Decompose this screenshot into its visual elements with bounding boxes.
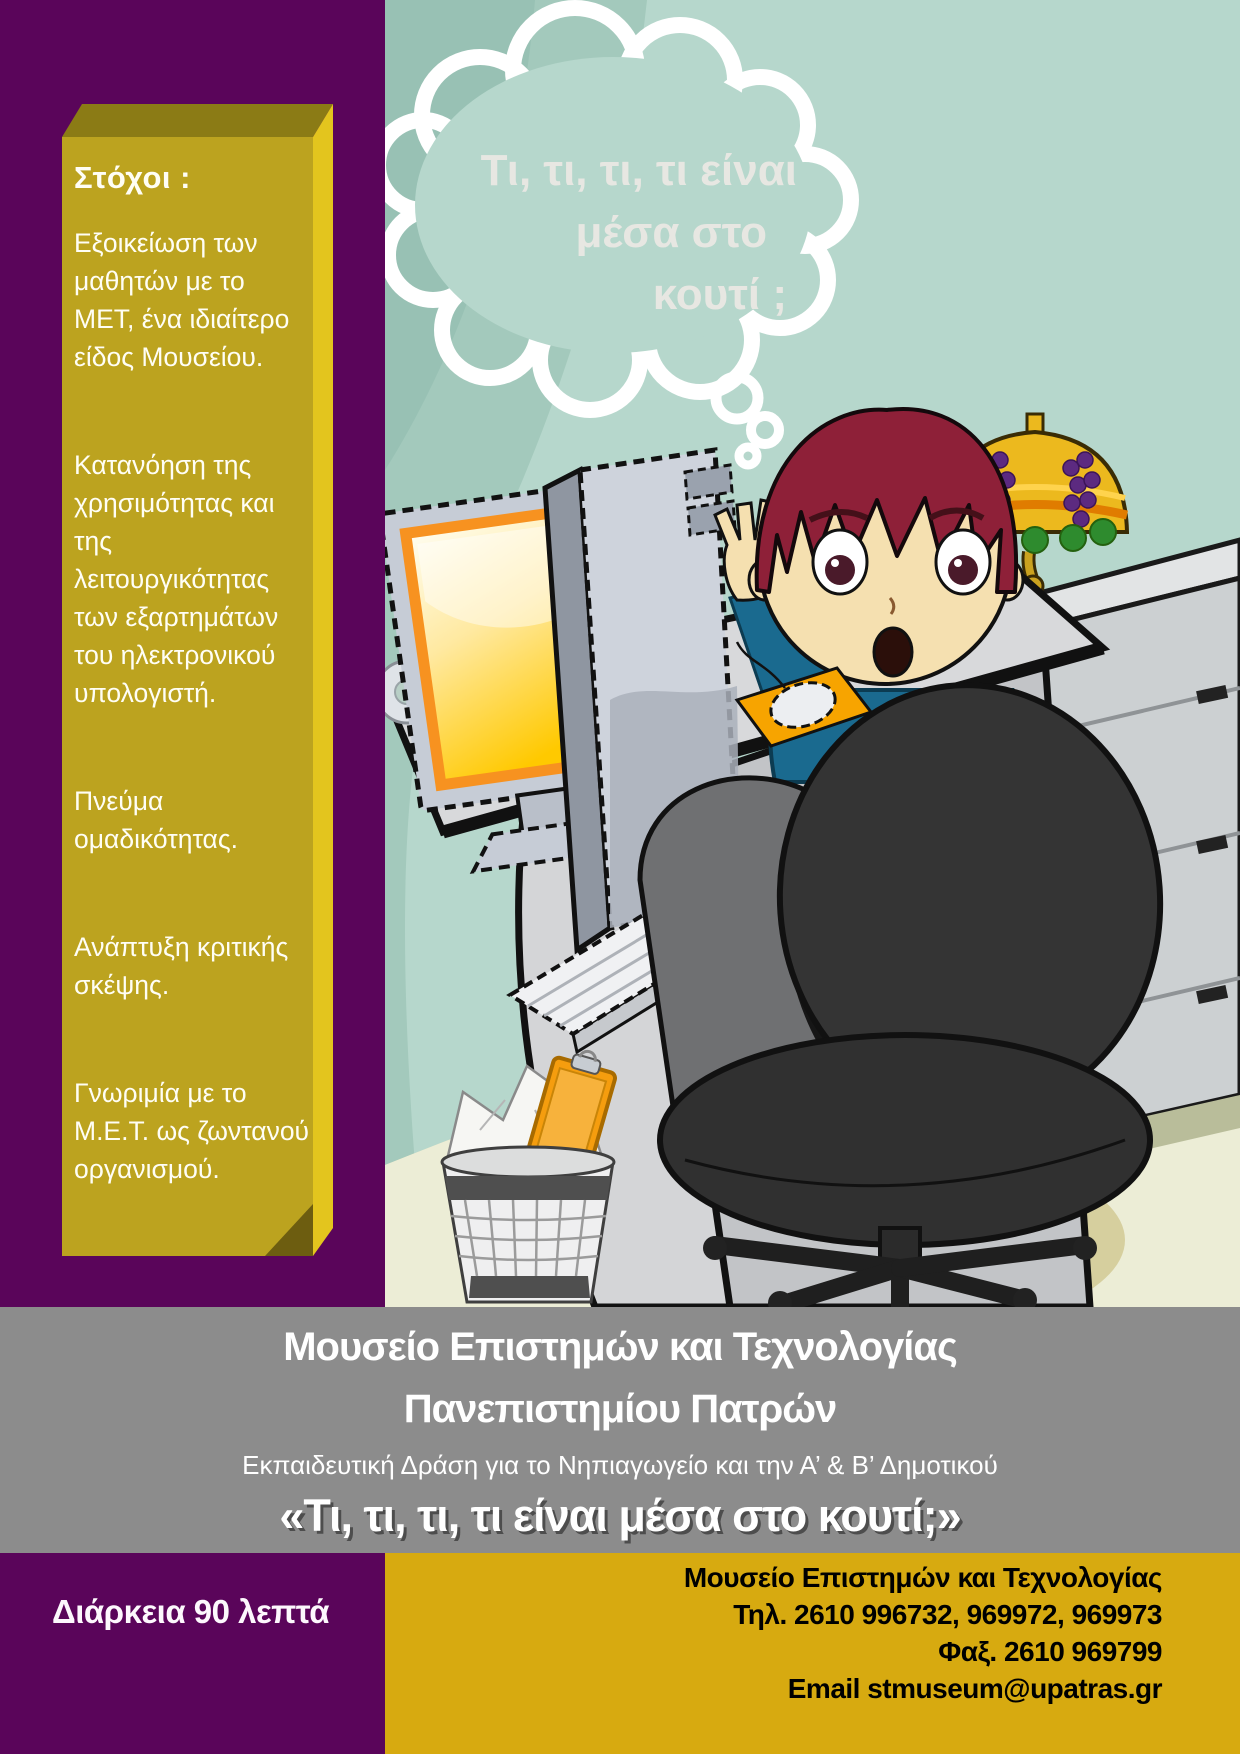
- contact-phone: Τηλ. 2610 996732, 969972, 969973: [733, 1599, 1162, 1630]
- duration-text: Διάρκεια 90 λεπτά: [52, 1593, 330, 1630]
- bubble-text-line2: μέσα στο: [575, 208, 767, 257]
- goal-list: [74, 160, 312, 1258]
- goal-item: Ανάπτυξη κριτικής σκέψης.: [74, 932, 289, 1000]
- bubble-text-line3: κουτί ;: [652, 270, 787, 319]
- goal-item: Πνεύμα ομαδικότητας.: [74, 786, 239, 854]
- footer: [0, 1553, 1240, 1754]
- bubble-text-line1: Τι, τι, τι, τι είναι: [480, 146, 797, 195]
- contact-email: Email stmuseum@upatras.gr: [787, 1673, 1162, 1704]
- duration-block: [0, 1553, 385, 1754]
- cartoon-scene: [385, 0, 1240, 1307]
- contact-name: Μουσείο Επιστημών και Τεχνολογίας: [683, 1562, 1162, 1593]
- contact-fax: Φαξ. 2610 969799: [938, 1636, 1162, 1667]
- boy-mouth: [874, 628, 912, 676]
- goal-item: Γνωριμία με το Μ.Ε.Τ. ως ζωντανού οργανισμού.: [74, 1078, 310, 1184]
- contact-block: [385, 1553, 1240, 1754]
- goal-title: Στόχοι :: [74, 160, 191, 195]
- goal-item: Εξοικείωση των μαθητών με το ΜΕΤ, ένα ιδιαίτερο είδος Μουσείου.: [74, 228, 290, 372]
- banner-quote: «Τι, τι, τι, τι είναι μέσα στο κουτί;»: [279, 1490, 961, 1541]
- goal-item: Κατανόηση της χρησιμότητας και της λειτουργικότητας των εξαρτημάτων του ηλεκτρονικού υπολογιστή.: [74, 450, 279, 708]
- banner-subtitle: Εκπαιδευτική Δράση για το Νηπιαγωγείο και την Α’ & Β’ Δημοτικού: [242, 1450, 998, 1480]
- sidebar: [0, 0, 385, 1307]
- banner-title-line1: Μουσείο Επιστημών και Τεχνολογίας: [283, 1325, 957, 1369]
- banner-title-line2: Πανεπιστημίου Πατρών: [403, 1387, 837, 1431]
- banner: [0, 1307, 1240, 1553]
